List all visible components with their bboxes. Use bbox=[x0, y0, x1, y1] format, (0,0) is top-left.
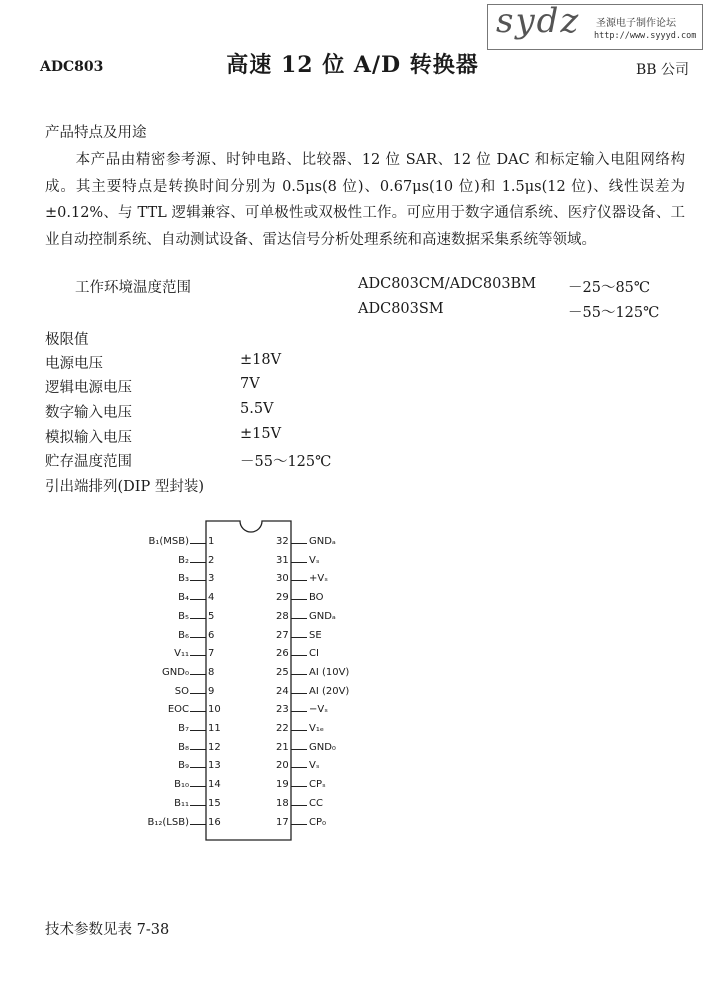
pin-lead-left bbox=[190, 580, 206, 581]
pin-label-right: GND₀ bbox=[309, 741, 336, 753]
pin-lead-right bbox=[291, 543, 307, 544]
pin-number-right: 28 bbox=[276, 610, 289, 622]
page-title: 高速 12 位 A/D 转换器 bbox=[226, 52, 479, 78]
limit-value: 5.5V bbox=[240, 401, 274, 417]
limit-label: 逻辑电源电压 bbox=[45, 380, 132, 396]
pin-number-left: 14 bbox=[208, 779, 221, 791]
limit-label: 贮存温度范围 bbox=[45, 454, 132, 470]
temp-range-1: －25～85℃ bbox=[568, 280, 651, 296]
pin-number-right: 20 bbox=[276, 760, 289, 772]
pin-lead-left bbox=[190, 786, 206, 787]
pin-number-left: 4 bbox=[208, 592, 215, 604]
temp-model-2: ADC803SM bbox=[358, 301, 444, 317]
pin-label-right: AI (20V) bbox=[309, 685, 350, 697]
pin-number-left: 13 bbox=[208, 760, 221, 772]
pin-label-right: Vₛ bbox=[309, 554, 320, 566]
pin-lead-left bbox=[190, 543, 206, 544]
pin-lead-left bbox=[190, 637, 206, 638]
pin-lead-left bbox=[190, 711, 206, 712]
pin-number-right: 32 bbox=[276, 536, 289, 547]
pin-label-left: B₃ bbox=[178, 573, 189, 585]
features-paragraph-text: 本产品由精密参考源、时钟电路、比较器、12 位 SAR、12 位 DAC 和标定输入电阻网络构成。其主要特点是转换时间分别为 0.5μs(8 位)、0.67μs(10 位)和 1.5μs(12 位)、线性误差为±0.12%、与 TTL 逻辑兼容、可单极性或双极性工作。可应用于数字通信系统、医疗仪器设备、工业自动控制系统、自动测试设备、雷达信号分析处理系统和高速数据采集系统等领域。 bbox=[45, 152, 685, 248]
pin-number-left: 8 bbox=[208, 666, 215, 678]
pin-lead-right bbox=[291, 655, 307, 656]
pin-lead-left bbox=[190, 674, 206, 675]
pin-label-right: GNDₐ bbox=[309, 610, 336, 622]
pin-lead-right bbox=[291, 580, 307, 581]
limit-label: 电源电压 bbox=[45, 356, 103, 372]
pin-label-left: SO bbox=[174, 685, 189, 697]
pin-number-right: 26 bbox=[276, 648, 289, 660]
pin-lead-right bbox=[291, 805, 307, 806]
limit-value: ±15V bbox=[240, 426, 282, 442]
features-heading: 产品特点及用途 bbox=[45, 125, 147, 141]
pin-label-right: CPₛ bbox=[309, 779, 326, 791]
pin-label-left: B₆ bbox=[178, 629, 189, 641]
watermark-site-name: 圣源电子制作论坛 bbox=[596, 18, 676, 29]
pin-label-right: +Vₛ bbox=[309, 573, 328, 585]
pin-label-right: BO bbox=[309, 592, 324, 604]
pin-lead-right bbox=[291, 562, 307, 563]
pin-label-right: SE bbox=[309, 629, 322, 641]
pin-number-left: 16 bbox=[208, 816, 221, 828]
pin-number-right: 22 bbox=[276, 723, 289, 734]
temp-range-2: －55～125℃ bbox=[568, 305, 660, 321]
pin-label-right: V₁ₑ bbox=[309, 723, 325, 734]
pin-label-right: GNDₐ bbox=[309, 536, 336, 547]
limit-value: －55～125℃ bbox=[240, 454, 332, 470]
limit-value: 7V bbox=[240, 376, 260, 392]
watermark-logo: sydz bbox=[496, 1, 581, 41]
pin-number-left: 3 bbox=[208, 573, 215, 585]
pin-number-right: 19 bbox=[276, 779, 289, 791]
pin-label-right: AI (10V) bbox=[309, 666, 350, 678]
company-name: BB 公司 bbox=[636, 62, 690, 78]
limit-label: 模拟输入电压 bbox=[45, 430, 132, 446]
pin-lead-left bbox=[190, 562, 206, 563]
pin-number-left: 11 bbox=[208, 723, 221, 734]
pin-number-left: 9 bbox=[208, 685, 215, 697]
pin-label-left: B₄ bbox=[178, 592, 189, 604]
pin-label-left: B₁₂(LSB) bbox=[147, 816, 189, 828]
pin-lead-right bbox=[291, 711, 307, 712]
pin-number-left: 1 bbox=[208, 536, 215, 547]
pin-label-right: Vₛ bbox=[309, 760, 320, 772]
limits-heading: 极限值 bbox=[45, 332, 89, 348]
pin-lead-right bbox=[291, 786, 307, 787]
part-number: ADC803 bbox=[40, 59, 104, 75]
pin-number-left: 7 bbox=[208, 648, 215, 660]
pin-number-left: 5 bbox=[208, 610, 215, 622]
pin-lead-left bbox=[190, 805, 206, 806]
pin-label-left: B₁₀ bbox=[174, 779, 189, 791]
pin-number-right: 27 bbox=[276, 629, 289, 641]
pin-number-left: 2 bbox=[208, 554, 215, 566]
pin-lead-right bbox=[291, 824, 307, 825]
features-paragraph bbox=[45, 147, 685, 253]
pin-label-right: CP₀ bbox=[309, 816, 327, 828]
pin-number-left: 6 bbox=[208, 629, 215, 641]
pin-lead-right bbox=[291, 693, 307, 694]
pin-number-right: 24 bbox=[276, 685, 289, 697]
pin-lead-left bbox=[190, 730, 206, 731]
pin-number-right: 23 bbox=[276, 704, 289, 716]
pin-label-left: GND₀ bbox=[162, 666, 189, 678]
pin-number-right: 30 bbox=[276, 573, 289, 585]
pin-lead-right bbox=[291, 637, 307, 638]
pin-number-left: 12 bbox=[208, 741, 221, 753]
pin-number-left: 10 bbox=[208, 704, 221, 716]
pin-label-left: B₈ bbox=[178, 741, 189, 753]
pin-lead-left bbox=[190, 824, 206, 825]
pin-number-right: 31 bbox=[276, 554, 289, 566]
pin-number-right: 21 bbox=[276, 741, 289, 753]
pin-lead-right bbox=[291, 618, 307, 619]
pin-lead-right bbox=[291, 730, 307, 731]
pin-label-left: B₂ bbox=[178, 554, 189, 566]
pin-label-left: B₇ bbox=[178, 723, 189, 734]
pin-label-right: CI bbox=[309, 648, 319, 660]
temp-model-1: ADC803CM/ADC803BM bbox=[358, 276, 537, 292]
pin-lead-left bbox=[190, 599, 206, 600]
pin-number-right: 18 bbox=[276, 797, 289, 809]
watermark-url: http://www.syyyd.com bbox=[594, 31, 697, 41]
pin-lead-left bbox=[190, 749, 206, 750]
limit-label: 数字输入电压 bbox=[45, 405, 132, 421]
pin-lead-left bbox=[190, 618, 206, 619]
pin-label-left: B₅ bbox=[178, 610, 189, 622]
pin-number-right: 17 bbox=[276, 816, 289, 828]
pin-label-left: B₁(MSB) bbox=[148, 536, 189, 547]
pin-lead-left bbox=[190, 693, 206, 694]
temp-range-label: 工作环境温度范围 bbox=[75, 280, 191, 296]
pin-lead-left bbox=[190, 655, 206, 656]
footer-note: 技术参数见表 7-38 bbox=[45, 922, 170, 938]
pin-label-left: EOC bbox=[167, 704, 189, 716]
pin-lead-right bbox=[291, 674, 307, 675]
pinout-heading: 引出端排列(DIP 型封装) bbox=[45, 479, 205, 495]
pin-label-right: CC bbox=[309, 797, 323, 809]
pin-number-right: 29 bbox=[276, 592, 289, 604]
pin-lead-right bbox=[291, 599, 307, 600]
pin-lead-right bbox=[291, 749, 307, 750]
pin-lead-left bbox=[190, 767, 206, 768]
pin-lead-right bbox=[291, 767, 307, 768]
pin-label-left: B₉ bbox=[178, 760, 189, 772]
pin-label-right: −Vₛ bbox=[309, 704, 328, 716]
pin-number-left: 15 bbox=[208, 797, 221, 809]
limit-value: ±18V bbox=[240, 352, 282, 368]
pin-number-right: 25 bbox=[276, 666, 289, 678]
pin-label-left: B₁₁ bbox=[174, 797, 189, 809]
pin-label-left: V₁₁ bbox=[174, 648, 189, 660]
watermark bbox=[487, 1, 703, 50]
